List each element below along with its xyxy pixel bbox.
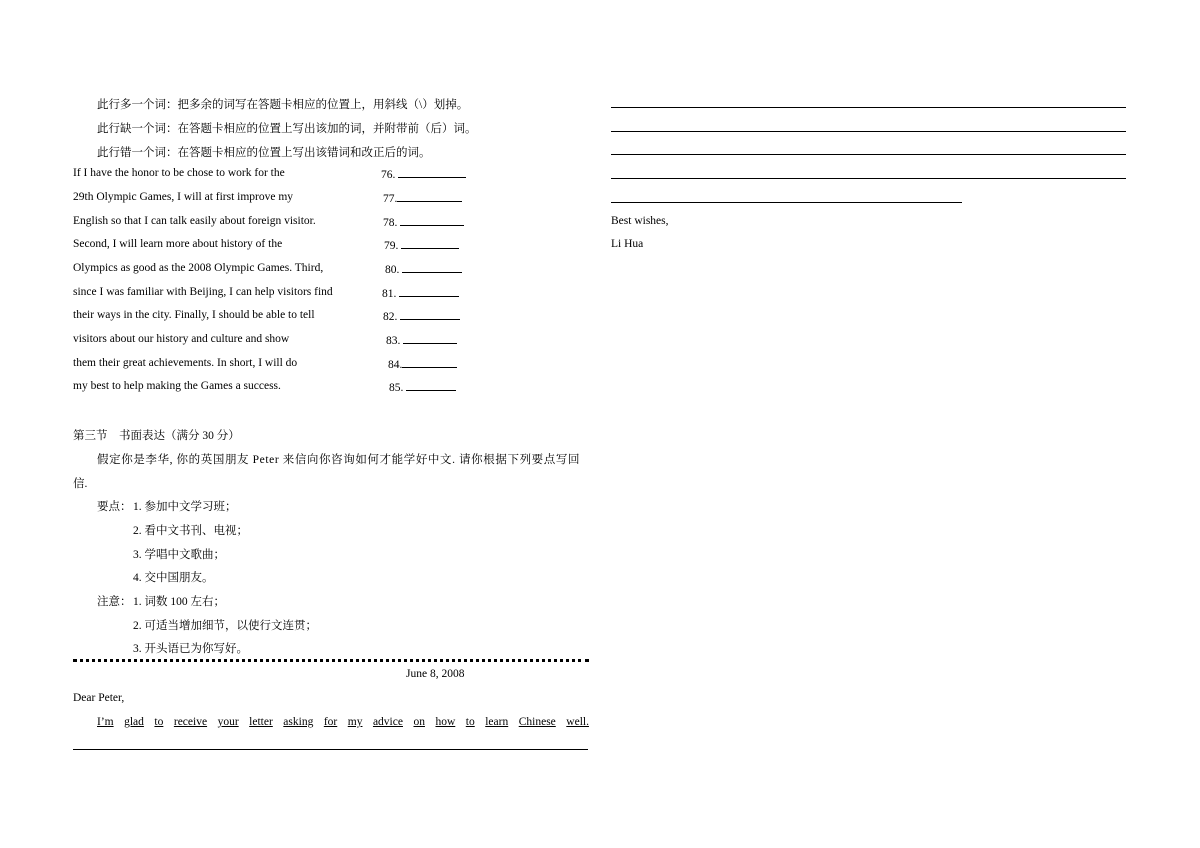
answer-slot-78[interactable] <box>383 215 464 229</box>
writing-line[interactable] <box>611 154 1126 155</box>
exercise-line-78: English so that I can talk easily about foreign visitor. <box>73 215 316 227</box>
answer-number: 80. <box>385 264 400 276</box>
exercise-line-79: Second, I will learn more about history of the <box>73 238 283 250</box>
task-prompt-line-1: 假定你是李华, 你的英国朋友 Peter 来信向你咨询如何才能学好中文. 请你根据下列要点写回 <box>97 454 581 466</box>
exercise-line-82: their ways in the city. Finally, I should be able to tell <box>73 309 315 321</box>
opening-word: I’m <box>97 716 114 728</box>
exercise-line-77: 29th Olympic Games, I will at first improve my <box>73 191 294 203</box>
note-item-2: 2. 可适当增加细节，以使行文连贯； <box>133 620 317 632</box>
exercise-line-76: If I have the honor to be chose to work for the <box>73 167 285 179</box>
exercise-line-85: my best to help making the Games a success. <box>73 380 281 392</box>
point-item-2: 2. 看中文书刊、电视； <box>133 525 248 537</box>
answer-blank[interactable] <box>397 191 462 202</box>
answer-slot-76[interactable] <box>381 167 466 181</box>
answer-slot-81[interactable] <box>382 286 459 300</box>
letter-closing: Best wishes, <box>611 215 669 227</box>
opening-word: on <box>413 716 425 728</box>
answer-number: 81. <box>382 288 397 300</box>
answer-number: 78. <box>383 217 398 229</box>
point-item-1: 1. 参加中文学习班； <box>133 501 237 513</box>
dotted-separator <box>73 659 589 662</box>
answer-number: 79. <box>384 240 399 252</box>
writing-line[interactable] <box>611 178 1126 179</box>
note-item-1: 1. 词数 100 左右； <box>133 596 225 608</box>
answer-slot-85[interactable] <box>389 380 456 394</box>
point-item-3: 3. 学唱中文歌曲； <box>133 549 225 561</box>
answer-number: 83. <box>386 335 401 347</box>
answer-blank[interactable] <box>400 309 460 320</box>
answer-slot-83[interactable] <box>386 333 457 347</box>
answer-blank[interactable] <box>406 380 456 391</box>
answer-number: 77. <box>383 193 398 205</box>
opening-word: for <box>323 716 338 728</box>
answer-blank[interactable] <box>402 262 462 273</box>
instruction-wrong-word: 此行错一个词：在答题卡相应的位置上写出该错词和改正后的词。 <box>97 147 431 159</box>
note-item-3: 3. 开头语已为你写好。 <box>133 643 248 655</box>
answer-slot-82[interactable] <box>383 309 460 323</box>
answer-slot-77[interactable] <box>383 191 462 205</box>
exercise-line-80: Olympics as good as the 2008 Olympic Games. Third, <box>73 262 324 274</box>
answer-slot-79[interactable] <box>384 238 459 252</box>
letter-date: June 8, 2008 <box>406 668 465 680</box>
answer-number: 85. <box>389 382 404 394</box>
writing-line[interactable] <box>611 202 962 203</box>
answer-blank[interactable] <box>401 238 459 249</box>
writing-line[interactable] <box>611 107 1126 108</box>
instruction-extra-word: 此行多一个词：把多余的词写在答题卡相应的位置上，用斜线（\）划掉。 <box>97 99 469 111</box>
instruction-missing-word: 此行缺一个词：在答题卡相应的位置上写出该加的词，并附带前（后）词。 <box>97 123 477 135</box>
opening-word: receive <box>173 716 208 728</box>
answer-blank[interactable] <box>400 215 464 226</box>
opening-word: Chinese <box>518 716 556 728</box>
opening-word: glad <box>124 716 144 728</box>
answer-number: 76. <box>381 169 396 181</box>
answer-slot-80[interactable] <box>385 262 462 276</box>
opening-word: asking <box>283 716 314 728</box>
exercise-line-84: them their great achievements. In short, I will do <box>73 357 298 369</box>
letter-signature: Li Hua <box>611 238 644 250</box>
points-label: 要点： <box>97 501 132 513</box>
opening-word: learn <box>485 716 509 728</box>
exercise-line-81: since I was familiar with Beijing, I can help visitors find <box>73 286 333 298</box>
answer-number: 82. <box>383 311 398 323</box>
answer-number: 84. <box>388 359 403 371</box>
opening-word: letter <box>249 716 273 728</box>
letter-salutation: Dear Peter, <box>73 692 125 704</box>
answer-slot-84[interactable] <box>388 357 457 371</box>
opening-word: to <box>465 716 475 728</box>
opening-word: advice <box>372 716 403 728</box>
letter-opening-sentence <box>97 716 589 728</box>
point-item-4: 4. 交中国朋友。 <box>133 572 214 584</box>
answer-blank[interactable] <box>403 333 457 344</box>
opening-word: well. <box>566 716 589 728</box>
notes-label: 注意： <box>97 596 132 608</box>
opening-word: your <box>217 716 239 728</box>
writing-line[interactable] <box>611 131 1126 132</box>
answer-blank[interactable] <box>402 357 457 368</box>
opening-word: my <box>347 716 363 728</box>
opening-word: how <box>435 716 456 728</box>
answer-blank[interactable] <box>399 286 459 297</box>
writing-line[interactable] <box>73 749 588 750</box>
answer-blank[interactable] <box>398 167 466 178</box>
opening-word: to <box>154 716 164 728</box>
task-prompt-line-2: 信. <box>73 478 88 490</box>
exercise-line-83: visitors about our history and culture and show <box>73 333 290 345</box>
section-title: 第三节 书面表达（满分 30 分） <box>73 430 240 442</box>
